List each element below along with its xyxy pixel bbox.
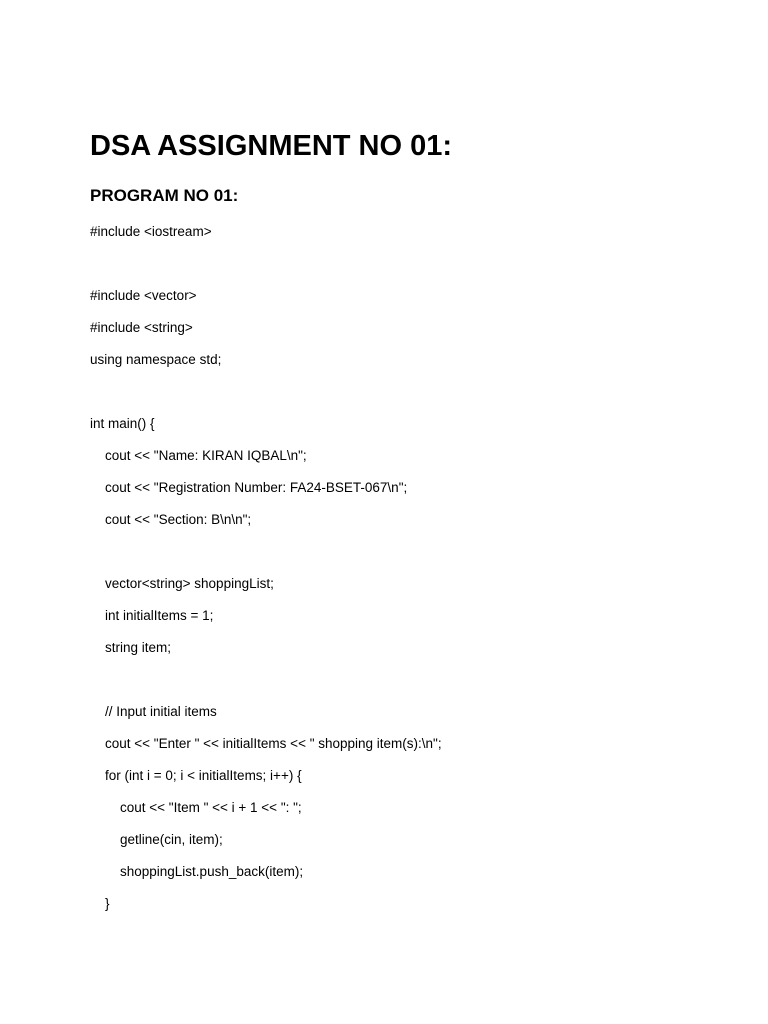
- code-line: shoppingList.push_back(item);: [90, 864, 304, 879]
- code-line: [90, 382, 442, 414]
- program-heading: PROGRAM NO 01:: [90, 186, 239, 205]
- code-line: vector<string> shoppingList;: [90, 576, 274, 591]
- code-line: for (int i = 0; i < initialItems; i++) {: [90, 768, 302, 783]
- code-line: }: [90, 896, 110, 911]
- code-line: [90, 254, 442, 286]
- code-line: cout << "Name: KIRAN IQBAL\n";: [90, 448, 307, 463]
- document-title: DSA ASSIGNMENT NO 01:: [90, 130, 453, 162]
- code-line: [90, 670, 442, 702]
- code-line: string item;: [90, 640, 172, 655]
- code-listing: [90, 222, 442, 926]
- code-line: cout << "Item " << i + 1 << ": ";: [90, 800, 302, 815]
- code-line: cout << "Section: B\n\n";: [90, 512, 252, 527]
- code-line: #include <string>: [90, 320, 193, 335]
- code-line: #include <vector>: [90, 288, 197, 303]
- code-line: [90, 542, 442, 574]
- code-line: using namespace std;: [90, 352, 222, 367]
- code-line: int main() {: [90, 416, 155, 431]
- code-line: getline(cin, item);: [90, 832, 223, 847]
- code-line: #include <iostream>: [90, 224, 212, 239]
- code-line: int initialItems = 1;: [90, 608, 214, 623]
- code-line: cout << "Registration Number: FA24-BSET-067\n";: [90, 480, 408, 495]
- code-line: // Input initial items: [90, 704, 217, 719]
- code-line: cout << "Enter " << initialItems << " shopping item(s):\n";: [90, 736, 442, 751]
